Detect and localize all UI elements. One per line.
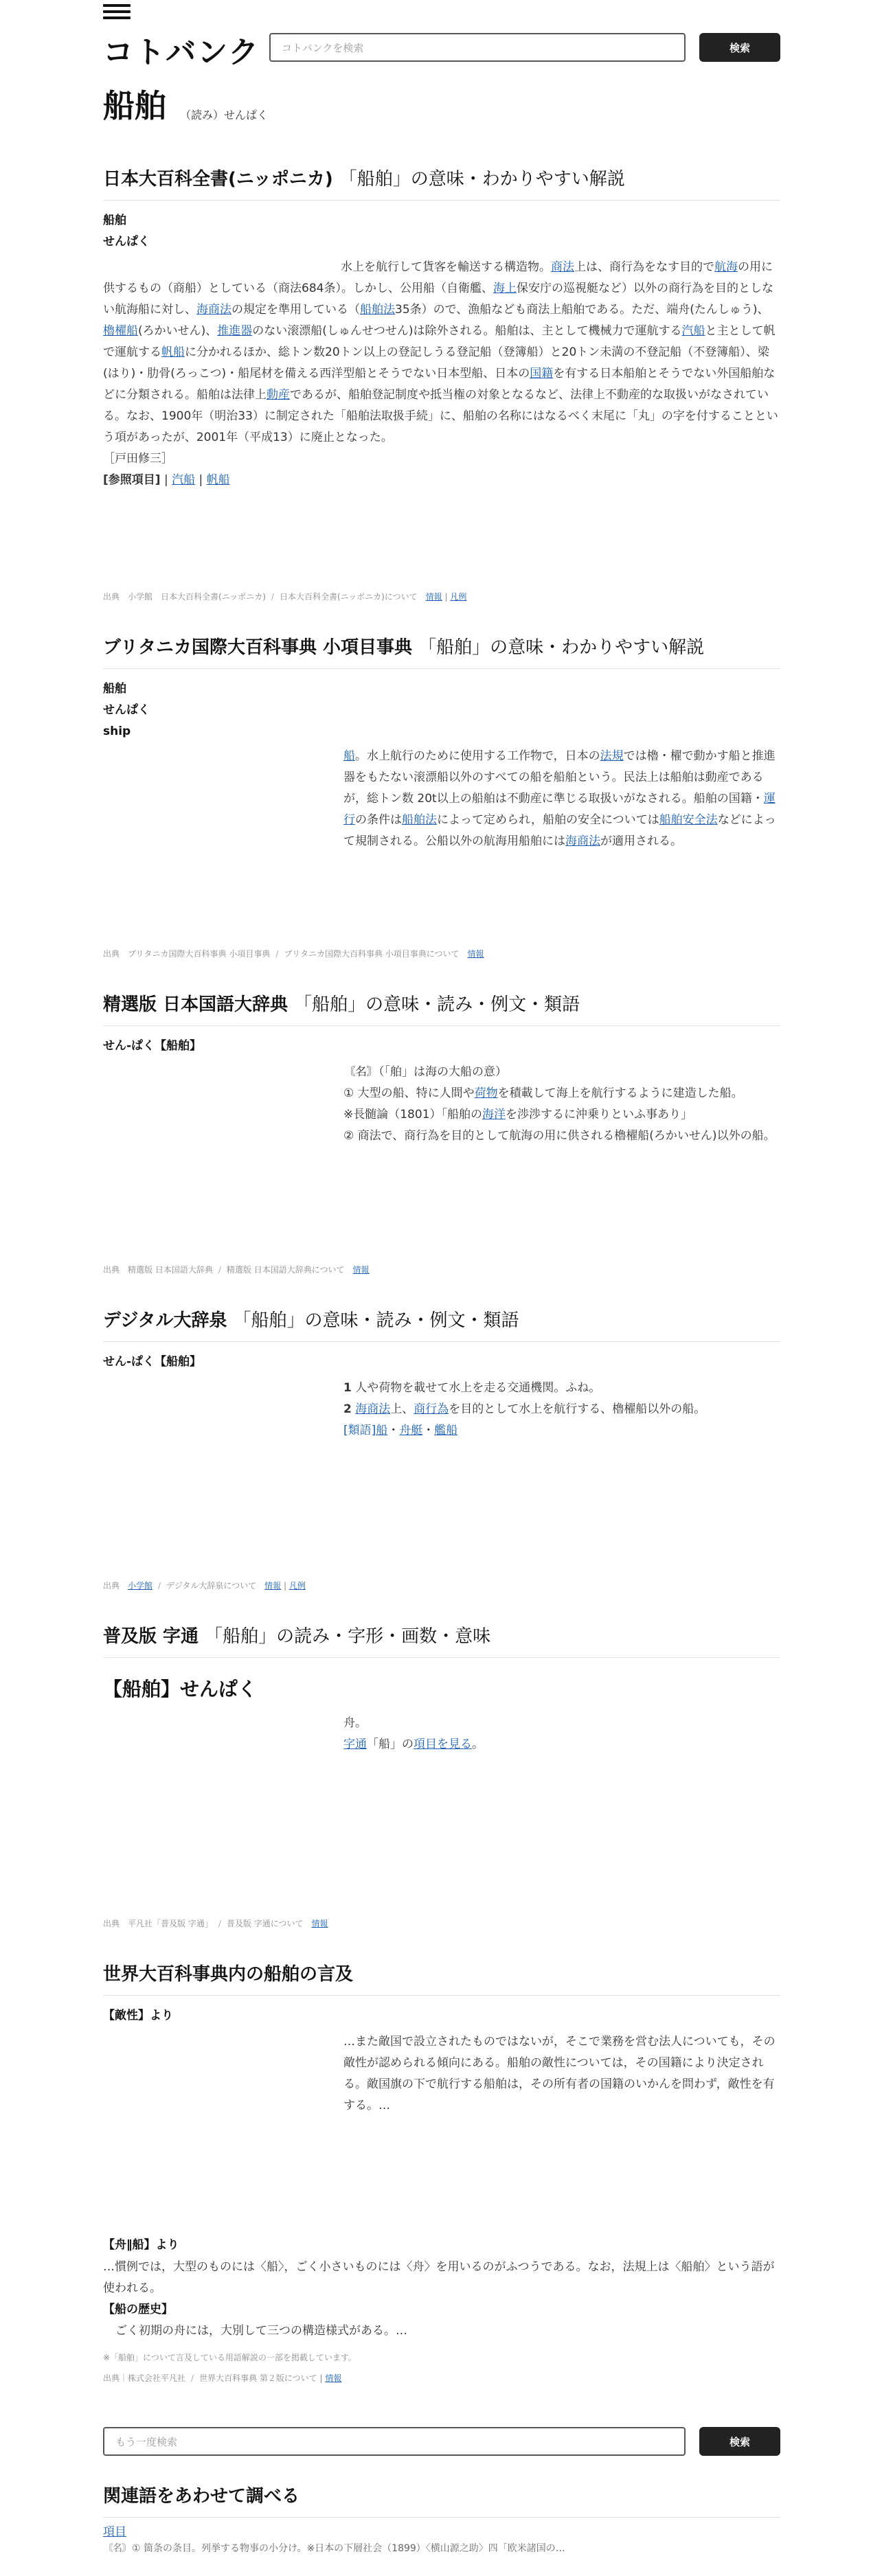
section-title-daijisen: デジタル大辞泉 「船舶」の意味・読み・例文・類語 xyxy=(103,1306,780,1342)
britannica-body: 船。水上航行のために使用する工作物で，日本の法規では櫓・櫂で動かす船と推進器をもたない滚漂船以外のすべての船を船舶という。民法上は船舶は動産であるが，総トン数 20t以上の船舶は不動産に準じる取扱いがなされる。船舶の国籍・運行の条件は船舶法によって定められ，船舶の安全については船舶安全法などによって規制される。公船以外の航海用船舶には海商法が適用される。 xyxy=(343,749,776,848)
headword: 船舶 せんぱく ship xyxy=(103,682,150,738)
link-kaishoho[interactable]: 海商法 xyxy=(196,303,231,317)
section-title-jitsu: 普及版 字通 「船舶」の読み・字形・画数・意味 xyxy=(103,1622,780,1658)
menu-icon[interactable] xyxy=(103,4,131,22)
link-kokai[interactable]: 航海 xyxy=(714,260,738,274)
jitsu-body: 舟。 字通「船」の項目を見る。 xyxy=(343,1716,484,1751)
headword: せん‐ぱく【船舶】 xyxy=(103,1355,202,1369)
link-kaishoho[interactable]: 海商法 xyxy=(355,1402,391,1416)
page-reading: （読み）せんぱく xyxy=(180,109,269,122)
search-again-input[interactable]: もう一度検索 xyxy=(103,2427,686,2456)
mention-label-tekisei: 【敵性】より xyxy=(103,2009,173,2022)
related-item-text: 〘名〙① 箇条の条目。列挙する物事の小分け。※日本の下層社会（1899）〈横山源之助〉四「欧米諸国の… xyxy=(103,2543,565,2554)
page-title: 船舶 xyxy=(103,87,166,124)
link-kaiyo[interactable]: 海洋 xyxy=(482,1108,506,1121)
link-shokoi[interactable]: 商行為 xyxy=(414,1402,449,1416)
info-link[interactable]: 情報 xyxy=(311,1919,328,1928)
publisher-link[interactable]: 小学館 xyxy=(128,1581,153,1591)
author: ［戸田修三］ xyxy=(103,452,173,466)
headword: 【船舶】せんぱく xyxy=(103,1678,258,1700)
link-kisen[interactable]: 汽船 xyxy=(681,324,705,338)
link-unko[interactable]: 運行 xyxy=(343,792,776,827)
info-link[interactable]: 情報 xyxy=(352,1265,370,1275)
link-kokuseki[interactable]: 国籍 xyxy=(530,367,554,380)
link-see-item[interactable]: 項目を見る xyxy=(414,1737,472,1751)
nippo-body: 水上を航行して貨客を輸送する構造物。商法上は、商行為をなす目的で航海の用に供するもの（商船）としている（商法684条）。しかし、公用船（自衛艦、海上保安庁の巡視艇など）以外の商行為を目的としない航海船に対し、海商法の規定を準用している（船舶法35条）ので、漁船なども商法上船舶である。ただ、端舟(たんしゅう)、櫓櫂船(ろかいせん)、推進器のない滚漂船(しゅんせつせん)は除外される。船舶は、主として機械力で運航する汽船と主として帆で運航する帆船に分かれるほか、総トン数20トン以上の登記しうる登記船（登簿船）と20トン未満の不登記船（不登簿船）、梁(はり)・肋骨(ろっこつ)・船尾材を備える西洋型船とそうでない日本型船、日本の国籍を有する日本船舶とそうでない外国船舶などに分類される。船舶は法律上動産であるが、船舶登記制度や抵当権の対象となるなど、法律上不動産的な取扱いがなされている。なお、1900年（明治33）に制定された「船舶法取扱手続」に、船舶の名称にはなるべく末尾に「丸」の字を付することという項があったが、2001年（平成13）に廃止となった。 ［戸田修三］ [参照項目] | 汽船 | 帆船 xyxy=(103,257,780,491)
hanrei-link[interactable]: 凡例 xyxy=(289,1581,306,1591)
mention-label-fune: 【舟∥船】より xyxy=(103,2238,179,2252)
ref-hansen[interactable]: 帆船 xyxy=(206,473,230,487)
link-dosan[interactable]: 動産 xyxy=(267,388,290,402)
link-senpaku-anzenho[interactable]: 船舶安全法 xyxy=(659,813,718,827)
link-suishinki[interactable]: 推進器 xyxy=(217,324,253,338)
info-link[interactable]: 情報 xyxy=(264,1581,282,1591)
source-jitsu: 出典 平凡社「普及版 字通」 / 普及版 字通について 情報 xyxy=(103,1919,328,1928)
hanrei-link[interactable]: 凡例 xyxy=(450,592,467,602)
section-title-seisen: 精選版 日本国語大辞典 「船舶」の意味・読み・例文・類語 xyxy=(103,990,780,1026)
link-fune[interactable]: 船 xyxy=(343,749,355,763)
rel-kansen[interactable]: 艦船 xyxy=(434,1424,458,1437)
link-senpakuho[interactable]: 船舶法 xyxy=(402,813,437,827)
source-britannica: 出典 ブリタニカ国際大百科事典 小項目事典 / ブリタニカ国際大百科事典 小項目事典について 情報 xyxy=(103,949,484,959)
link-nimotsu[interactable]: 荷物 xyxy=(474,1086,498,1100)
link-jitsu[interactable]: 字通 xyxy=(343,1737,367,1751)
related-item-link[interactable]: 項目 xyxy=(103,2525,126,2539)
sekai-note: ※「船舶」について言及している用語解説の一部を掲載しています。 xyxy=(103,2353,357,2362)
info-link[interactable]: 情報 xyxy=(325,2373,342,2383)
search-button[interactable]: 検索 xyxy=(699,33,780,62)
link-kaishoho[interactable]: 海商法 xyxy=(565,834,600,848)
rel-fune[interactable]: 船 xyxy=(376,1424,388,1437)
info-link[interactable]: 情報 xyxy=(425,592,442,602)
source-sekai: 出典｜株式会社平凡社 / 世界大百科事典 第２版について | 情報 xyxy=(103,2373,342,2383)
search-again-button[interactable]: 検索 xyxy=(699,2427,780,2456)
info-link[interactable]: 情報 xyxy=(467,949,484,959)
section-title-britannica: ブリタニカ国際大百科事典 小項目事典 「船舶」の意味・わかりやすい解説 xyxy=(103,633,780,669)
section-title-related: 関連語をあわせて調べる xyxy=(103,2482,780,2518)
rel-shutei[interactable]: 舟艇 xyxy=(399,1424,423,1437)
daijisen-body: 1 人や荷物を載せて水上を走る交通機関。ふね。 2 海商法上、商行為を目的として水上を航行する、櫓櫂船以外の船。 [類語]船・舟艇・艦船 xyxy=(343,1381,706,1437)
section-title-sekai: 世界大百科事典内の船舶の言及 xyxy=(103,1960,780,1996)
site-logo[interactable]: コトバンク xyxy=(103,35,260,70)
search-input[interactable]: コトバンクを検索 xyxy=(269,33,686,62)
seisen-body: 〘名〙（「舶」は海の大船の意） ① 大型の船、特に人間や荷物を積載して海上を航行するように建造した船。 ※長髄論（1801）「船舶の海洋を渉渉するに沖乗りといふ事あり」 ② 商法で、商行為を目的として航海の用に供される櫓櫂船(ろかいせん)以外の船。 xyxy=(343,1065,776,1143)
source-nippo: 出典 小学館 日本大百科全書(ニッポニカ) / 日本大百科全書(ニッポニカ)について 情報 | 凡例 xyxy=(103,592,467,602)
headword: 船舶 せんぱく xyxy=(103,214,150,249)
link-shoho[interactable]: 商法 xyxy=(551,260,574,274)
source-seisen: 出典 精選版 日本国語大辞典 / 精選版 日本国語大辞典について 情報 xyxy=(103,1265,370,1275)
mention-text-tekisei: …また敵国で設立されたものではないが，そこで業務を営む法人についても，その敵性が認められる傾向にある。船舶の敵性については，その国籍により決定される。敵国旗の下で航行する船舶は，その所有者の国籍のいかんを問わず，敵性を有する。… xyxy=(343,2035,776,2112)
headword: せん‐ぱく【船舶】 xyxy=(103,1039,202,1053)
ref-items: [参照項目] | 汽船 | 帆船 xyxy=(103,473,230,487)
source-daijisen: 出典 小学館 / デジタル大辞泉について 情報 | 凡例 xyxy=(103,1581,306,1591)
link-kaijo[interactable]: 海上 xyxy=(493,282,517,295)
section-title-nippo: 日本大百科全書(ニッポニカ) 「船舶」の意味・わかりやすい解説 xyxy=(103,165,780,201)
link-rokaisen[interactable]: 櫓櫂船 xyxy=(103,324,138,338)
ref-kisen[interactable]: 汽船 xyxy=(172,473,196,487)
link-hoki[interactable]: 法規 xyxy=(600,749,624,763)
link-hansen[interactable]: 帆船 xyxy=(161,345,185,359)
link-senpakuho[interactable]: 船舶法 xyxy=(360,303,395,317)
mention-text-fune: …慣例では，大型のものには〈船〉，ごく小さいものには〈舟〉を用いるのがふつうである。なお，法規上は〈船舶〉という語が使われる。 【船の歴史】 ごく初期の舟には，大別して三つの構造様式がある。… xyxy=(103,2260,775,2338)
